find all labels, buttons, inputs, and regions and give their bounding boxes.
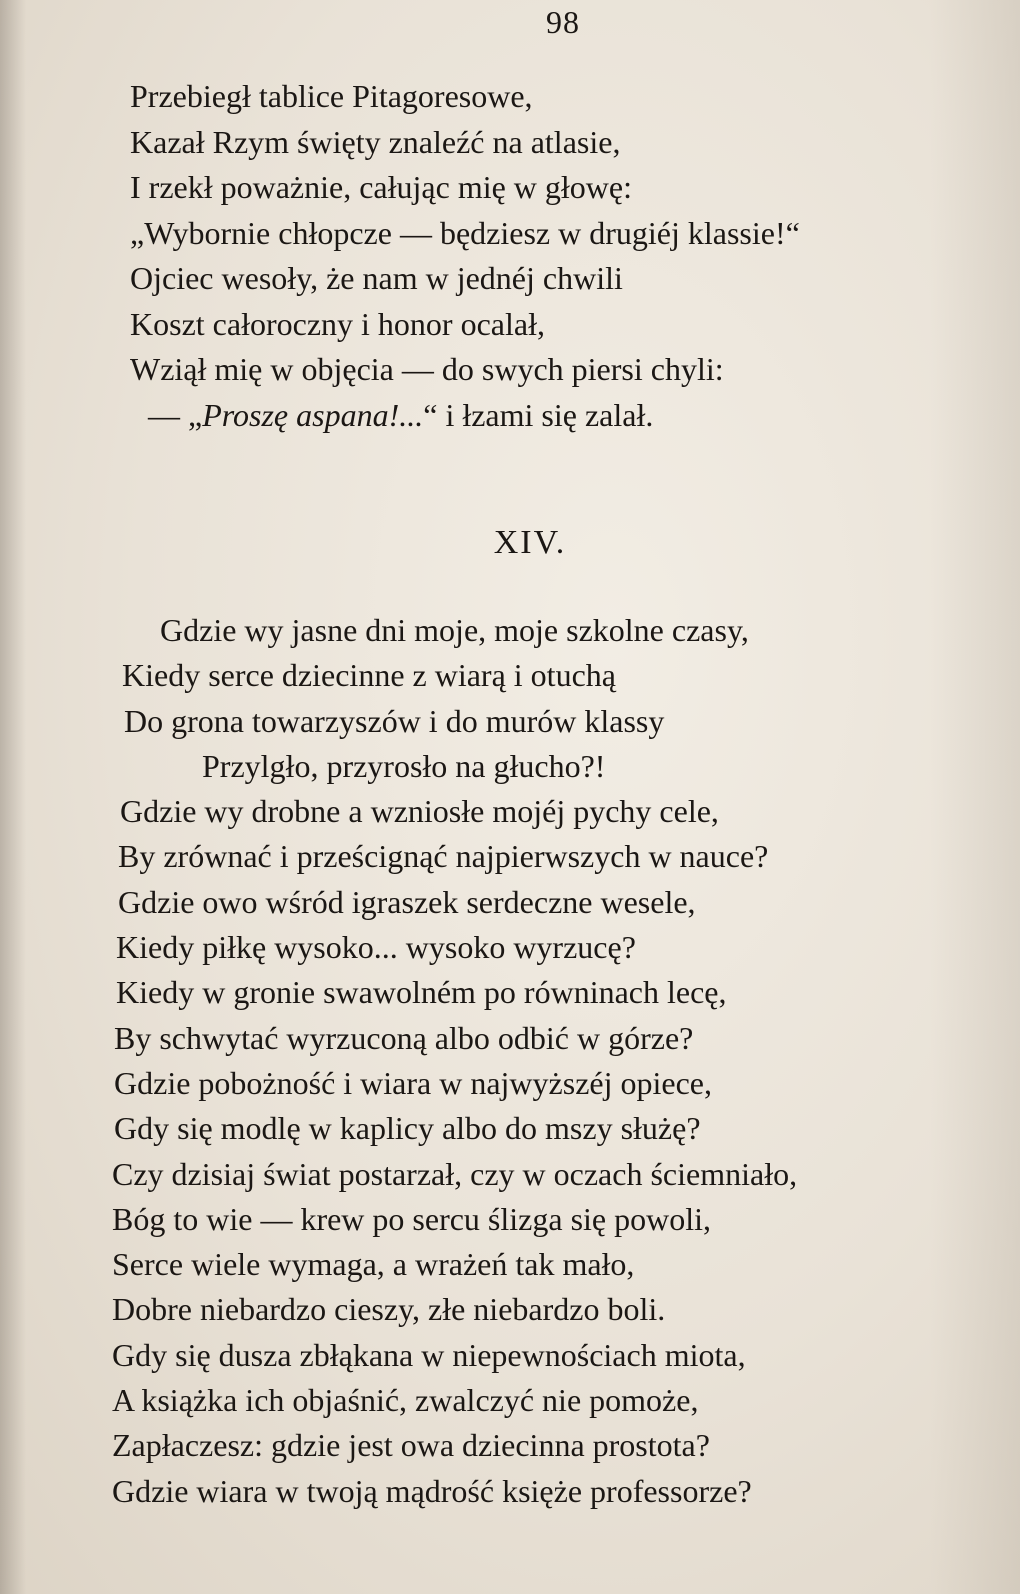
page-number: 98	[546, 4, 580, 40]
verse-line: Ojciec wesoły, że nam w jednéj chwili	[130, 260, 623, 296]
verse-line: Przylgło, przyrosło na głucho?!	[202, 747, 606, 784]
verse-line: Gdy się dusza zbłąkana w niepewnościach miota,	[112, 1336, 746, 1373]
verse-line: Bóg to wie — krew po sercu ślizga się powoli,	[112, 1200, 711, 1237]
verse-line: Gdzie owo wśród igraszek serdeczne wesele,	[118, 883, 696, 920]
verse-line: Gdy się modlę w kaplicy albo do mszy służę?	[114, 1110, 701, 1147]
verse-line: Kiedy piłkę wysoko... wysoko wyrzucę?	[116, 929, 636, 966]
verse-line: Kiedy w gronie swawolném po równinach lecę,	[116, 974, 727, 1011]
gutter-shadow	[0, 0, 26, 1594]
verse-line: Kazał Rzym święty znaleźć na atlasie,	[130, 123, 621, 160]
verse-line: Dobre niebardzo cieszy, złe niebardzo boli.	[112, 1291, 666, 1328]
verse-line: Wziął mię w objęcia — do swych piersi chyli:	[130, 351, 724, 387]
verse-line: I rzekł poważnie, całując mię w głowę:	[130, 169, 632, 205]
verse-line: Serce wiele wymaga, a wrażeń tak mało,	[112, 1246, 635, 1283]
verse-line: „Wybornie chłopcze — będziesz w drugiéj klassie!“	[130, 214, 800, 251]
stanza-main	[112, 608, 797, 1514]
verse-line: Do grona towarzyszów i do murów klassy	[124, 702, 665, 739]
verse-line: By schwytać wyrzuconą albo odbić w górze?	[114, 1019, 694, 1056]
italic-quote: Proszę aspana!...	[202, 396, 424, 433]
facing-page-bleed	[930, 0, 1020, 1594]
verse-line: Gdzie wy jasne dni moje, moje szkolne czasy,	[160, 612, 749, 648]
quote-lead: — „	[148, 396, 203, 433]
verse-line: Gdzie wiara w twoją mądrość księże professorze?	[112, 1472, 752, 1509]
verse-line: A książka ich objaśnić, zwalczyć nie pomoże,	[112, 1382, 699, 1419]
verse-line: Czy dzisiaj świat postarzał, czy w oczach ściemniało,	[112, 1155, 798, 1192]
quote-trail: “ i łzami się zalał.	[423, 396, 654, 433]
verse-line: Zapłaczesz: gdzie jest owa dziecinna prostota?	[112, 1427, 710, 1464]
verse-line-final	[130, 393, 800, 439]
section-heading: XIV.	[493, 524, 567, 561]
verse-line: By zrównać i prześcignąć najpierwszych w nauce?	[118, 838, 769, 875]
verse-line: Gdzie wy drobne a wzniosłe mojéj pychy cele,	[120, 793, 719, 830]
verse-line: Przebiegł tablice Pitagoresowe,	[130, 78, 533, 114]
verse-line: Gdzie pobożność i wiara w najwyższéj opiece,	[114, 1064, 712, 1101]
verse-line: Koszt całoroczny i honor ocalał,	[130, 305, 545, 342]
verse-line: Kiedy serce dziecinne z wiarą i otuchą	[122, 657, 616, 694]
stanza-top	[130, 74, 800, 438]
